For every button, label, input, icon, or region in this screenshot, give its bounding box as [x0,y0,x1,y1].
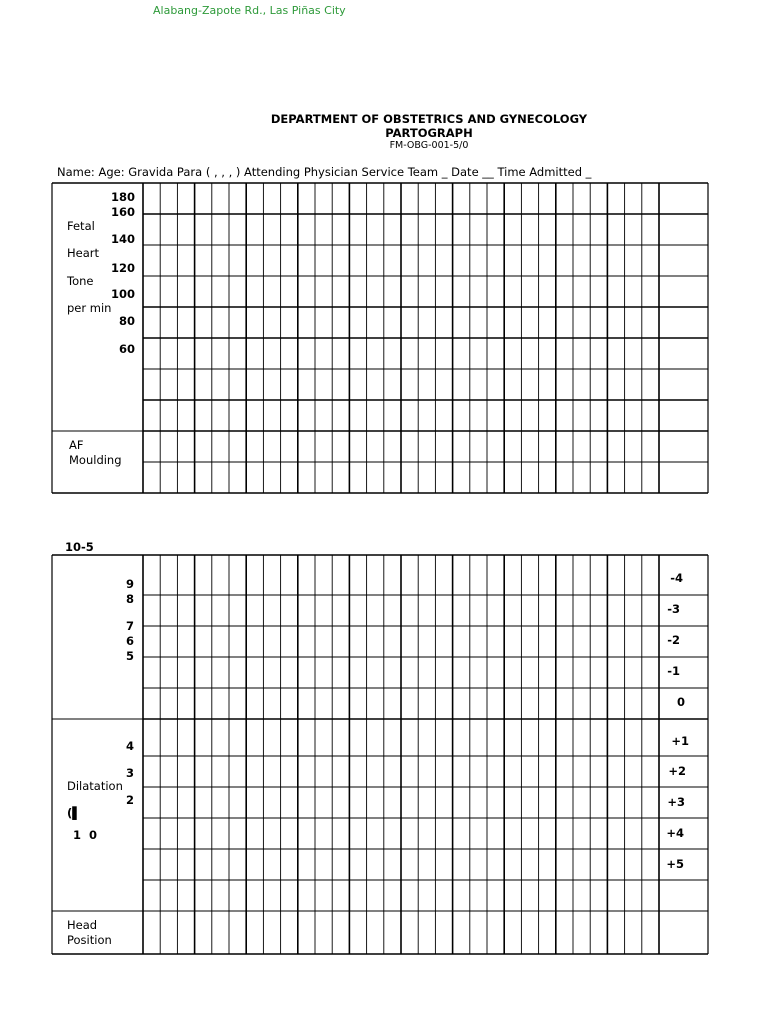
label-per-min: per min [67,301,112,315]
label-fetal: Fetal [67,219,95,233]
dilatation-4: 4 [125,739,134,753]
form-code: FM-OBG-001-5/0 [389,140,469,151]
department-title: DEPARTMENT OF OBSTETRICS AND GYNECOLOGY [270,112,588,126]
label-moulding: Moulding [69,453,122,467]
cervix-7: 7 [125,619,134,633]
dilatation-3: 3 [125,766,134,780]
station-plus-2: +2 [668,764,686,778]
label-paren: (▌ [67,806,82,820]
label-one-zero: 1 0 [73,828,98,842]
fhr-100: 100 [110,287,135,301]
label-dilatation: Dilatation [67,779,123,793]
station-plus-5: +5 [666,857,684,871]
cervix-6: 6 [125,634,134,648]
station-minus-4: -4 [670,571,683,585]
label-af: AF [69,438,84,452]
station-plus-1: +1 [671,734,689,748]
label-head: Head [67,918,98,932]
cervix-9: 9 [125,577,134,591]
fhr-160: 160 [110,205,135,219]
station-0: 0 [676,695,685,709]
patient-info-line: Name: Age: Gravida Para ( , , , ) Attending Physician Service Team _ Date __ Time Admitted _ [57,165,592,179]
label-heart: Heart [67,246,100,260]
fhr-60: 60 [118,342,135,356]
dilatation-2: 2 [125,793,134,807]
label-position: Position [67,933,112,947]
station-plus-4: +4 [666,826,684,840]
label-tone: Tone [67,274,94,288]
station-minus-3: -3 [667,602,680,616]
station-minus-1: -1 [667,664,680,678]
time-label: 10-5 [65,540,94,554]
cervix-8: 8 [125,592,134,606]
station-plus-3: +3 [667,795,685,809]
fhr-180: 180 [110,190,135,204]
station-minus-2: -2 [667,633,680,647]
address-line: Alabang-Zapote Rd., Las Piñas City [153,4,346,17]
fhr-120: 120 [110,261,135,275]
cervix-5: 5 [125,649,134,663]
fhr-140: 140 [110,232,135,246]
fhr-80: 80 [118,314,135,328]
form-title: PARTOGRAPH [385,126,473,140]
